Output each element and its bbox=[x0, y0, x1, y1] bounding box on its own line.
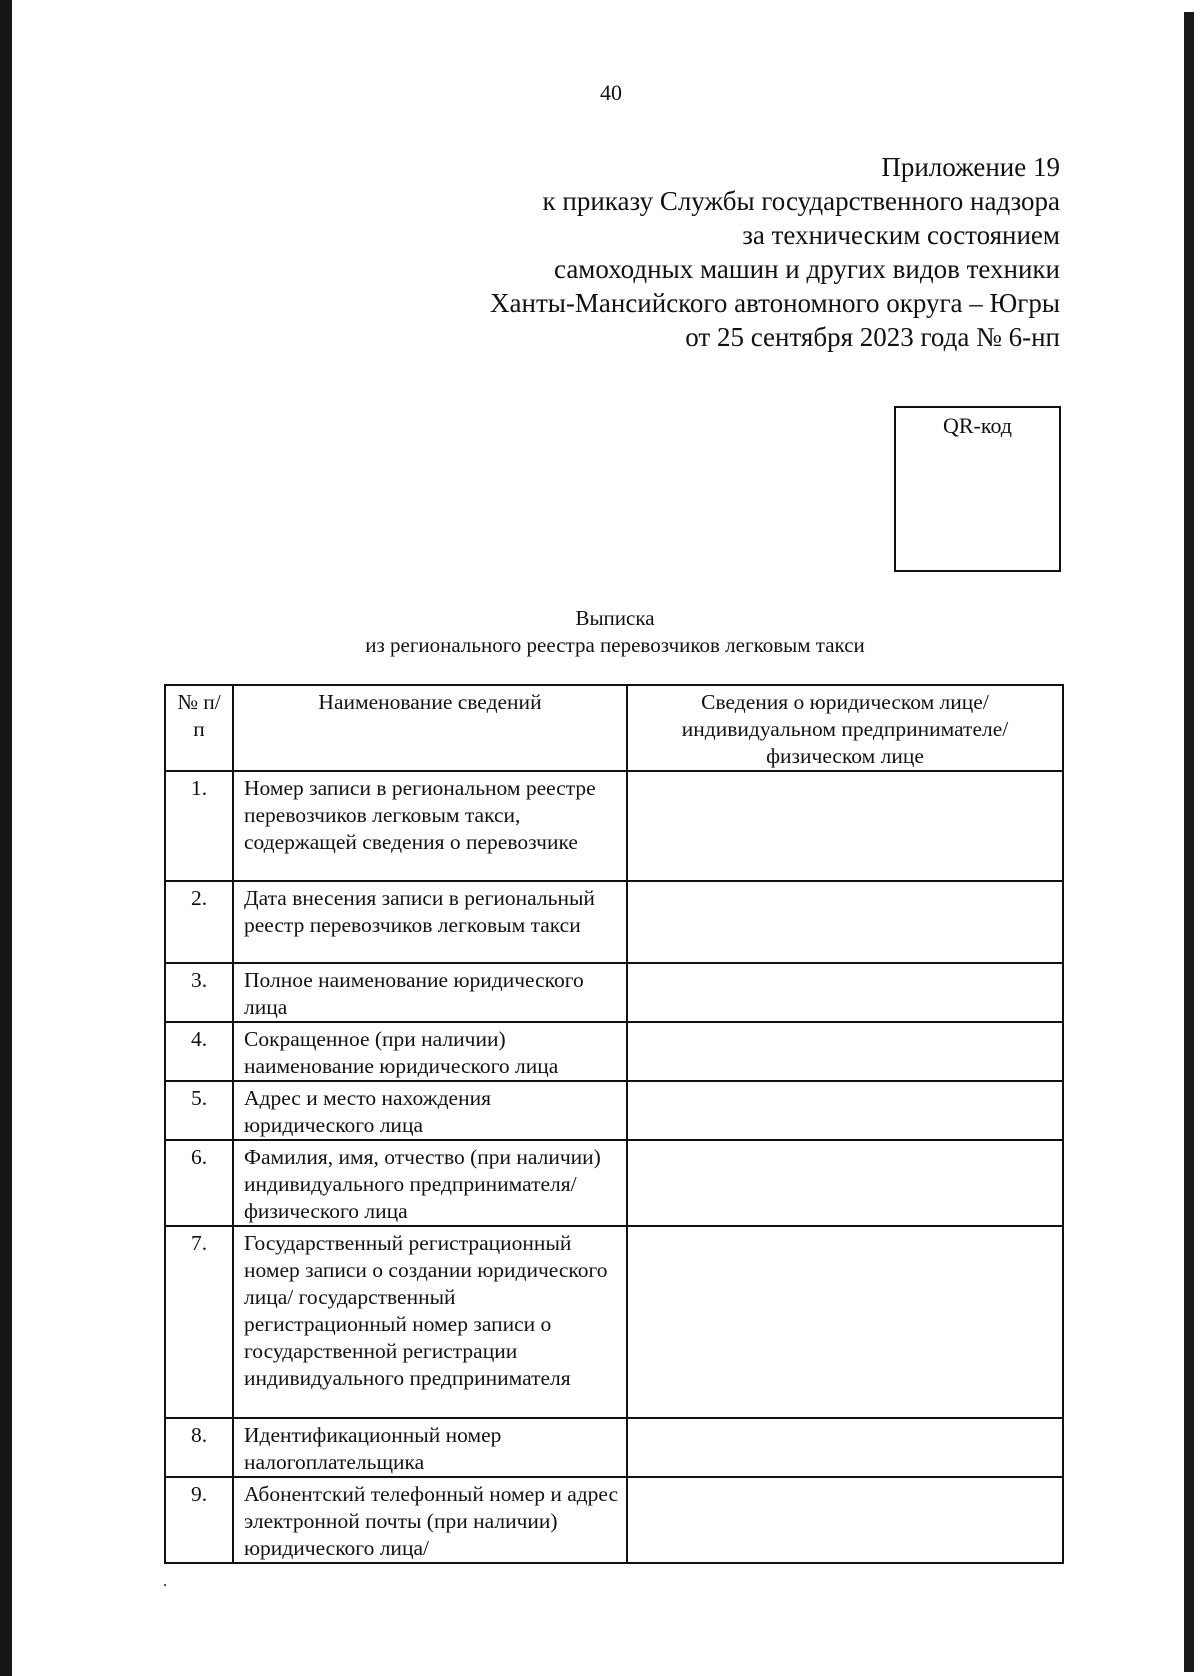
qr-code-label: QR-код bbox=[942, 413, 1013, 438]
document-title bbox=[160, 605, 1070, 659]
row-name: Абонентский телефонный номер и адрес электронной почты (при наличии) юридического лица/ bbox=[233, 1477, 627, 1563]
row-number: 8. bbox=[165, 1418, 233, 1477]
row-name: Сокращенное (при наличии) наименование юридического лица bbox=[233, 1022, 627, 1081]
row-number: 7. bbox=[165, 1226, 233, 1418]
approval-block bbox=[400, 150, 1060, 354]
row-value bbox=[627, 1477, 1063, 1563]
table-row bbox=[165, 1226, 1063, 1418]
row-value bbox=[627, 881, 1063, 963]
row-value bbox=[627, 1081, 1063, 1140]
table-row bbox=[165, 963, 1063, 1022]
header-number: № п/п bbox=[165, 685, 233, 771]
row-name: Государственный регистрационный номер записи о создании юридического лица/ государственный регистрационный номер записи о государственной регистрации индивидуального предпринимателя bbox=[233, 1226, 627, 1418]
table-row bbox=[165, 1418, 1063, 1477]
table-row bbox=[165, 771, 1063, 881]
row-name: Номер записи в региональном реестре перевозчиков легковым такси, содержащей сведения о перевозчике bbox=[233, 771, 627, 881]
page-number: 40 bbox=[600, 80, 622, 105]
scan-speck bbox=[164, 1584, 166, 1586]
row-number: 9. bbox=[165, 1477, 233, 1563]
row-value bbox=[627, 963, 1063, 1022]
row-value bbox=[627, 1140, 1063, 1226]
table-header-row bbox=[165, 685, 1063, 771]
row-number: 6. bbox=[165, 1140, 233, 1226]
row-name: Полное наименование юридического лица bbox=[233, 963, 627, 1022]
register-table bbox=[164, 684, 1064, 1564]
row-name: Фамилия, имя, отчество (при наличии) индивидуального предпринимателя/физического лица bbox=[233, 1140, 627, 1226]
approval-line: от 25 сентября 2023 года № 6-нп bbox=[685, 322, 1060, 352]
scan-edge-right bbox=[1184, 12, 1194, 1672]
row-number: 2. bbox=[165, 881, 233, 963]
table-row bbox=[165, 881, 1063, 963]
header-name: Наименование сведений bbox=[233, 685, 627, 771]
table-row bbox=[165, 1477, 1063, 1563]
document-subtitle-line: из регионального реестра перевозчиков легковым такси bbox=[365, 633, 865, 657]
approval-line: Приложение 19 bbox=[881, 152, 1060, 182]
scan-edge-left bbox=[0, 0, 12, 1676]
header-value: Сведения о юридическом лице/ индивидуальном предпринимателе/ физическом лице bbox=[627, 685, 1063, 771]
row-number: 5. bbox=[165, 1081, 233, 1140]
table-row bbox=[165, 1140, 1063, 1226]
table-row bbox=[165, 1022, 1063, 1081]
row-name: Дата внесения записи в региональный реестр перевозчиков легковым такси bbox=[233, 881, 627, 963]
qr-code-box bbox=[894, 406, 1061, 572]
row-value bbox=[627, 1418, 1063, 1477]
row-value bbox=[627, 1022, 1063, 1081]
approval-line: к приказу Службы государственного надзора bbox=[542, 186, 1060, 216]
row-name: Адрес и место нахождения юридического лица bbox=[233, 1081, 627, 1140]
approval-line: за техническим состоянием bbox=[742, 220, 1060, 250]
row-value bbox=[627, 771, 1063, 881]
row-number: 1. bbox=[165, 771, 233, 881]
row-name: Идентификационный номер налогоплательщика bbox=[233, 1418, 627, 1477]
row-number: 3. bbox=[165, 963, 233, 1022]
document-title-line: Выписка bbox=[575, 606, 655, 630]
approval-line: Ханты-Мансийского автономного округа – Югры bbox=[490, 288, 1060, 318]
table-row bbox=[165, 1081, 1063, 1140]
approval-line: самоходных машин и других видов техники bbox=[554, 254, 1060, 284]
row-number: 4. bbox=[165, 1022, 233, 1081]
row-value bbox=[627, 1226, 1063, 1418]
